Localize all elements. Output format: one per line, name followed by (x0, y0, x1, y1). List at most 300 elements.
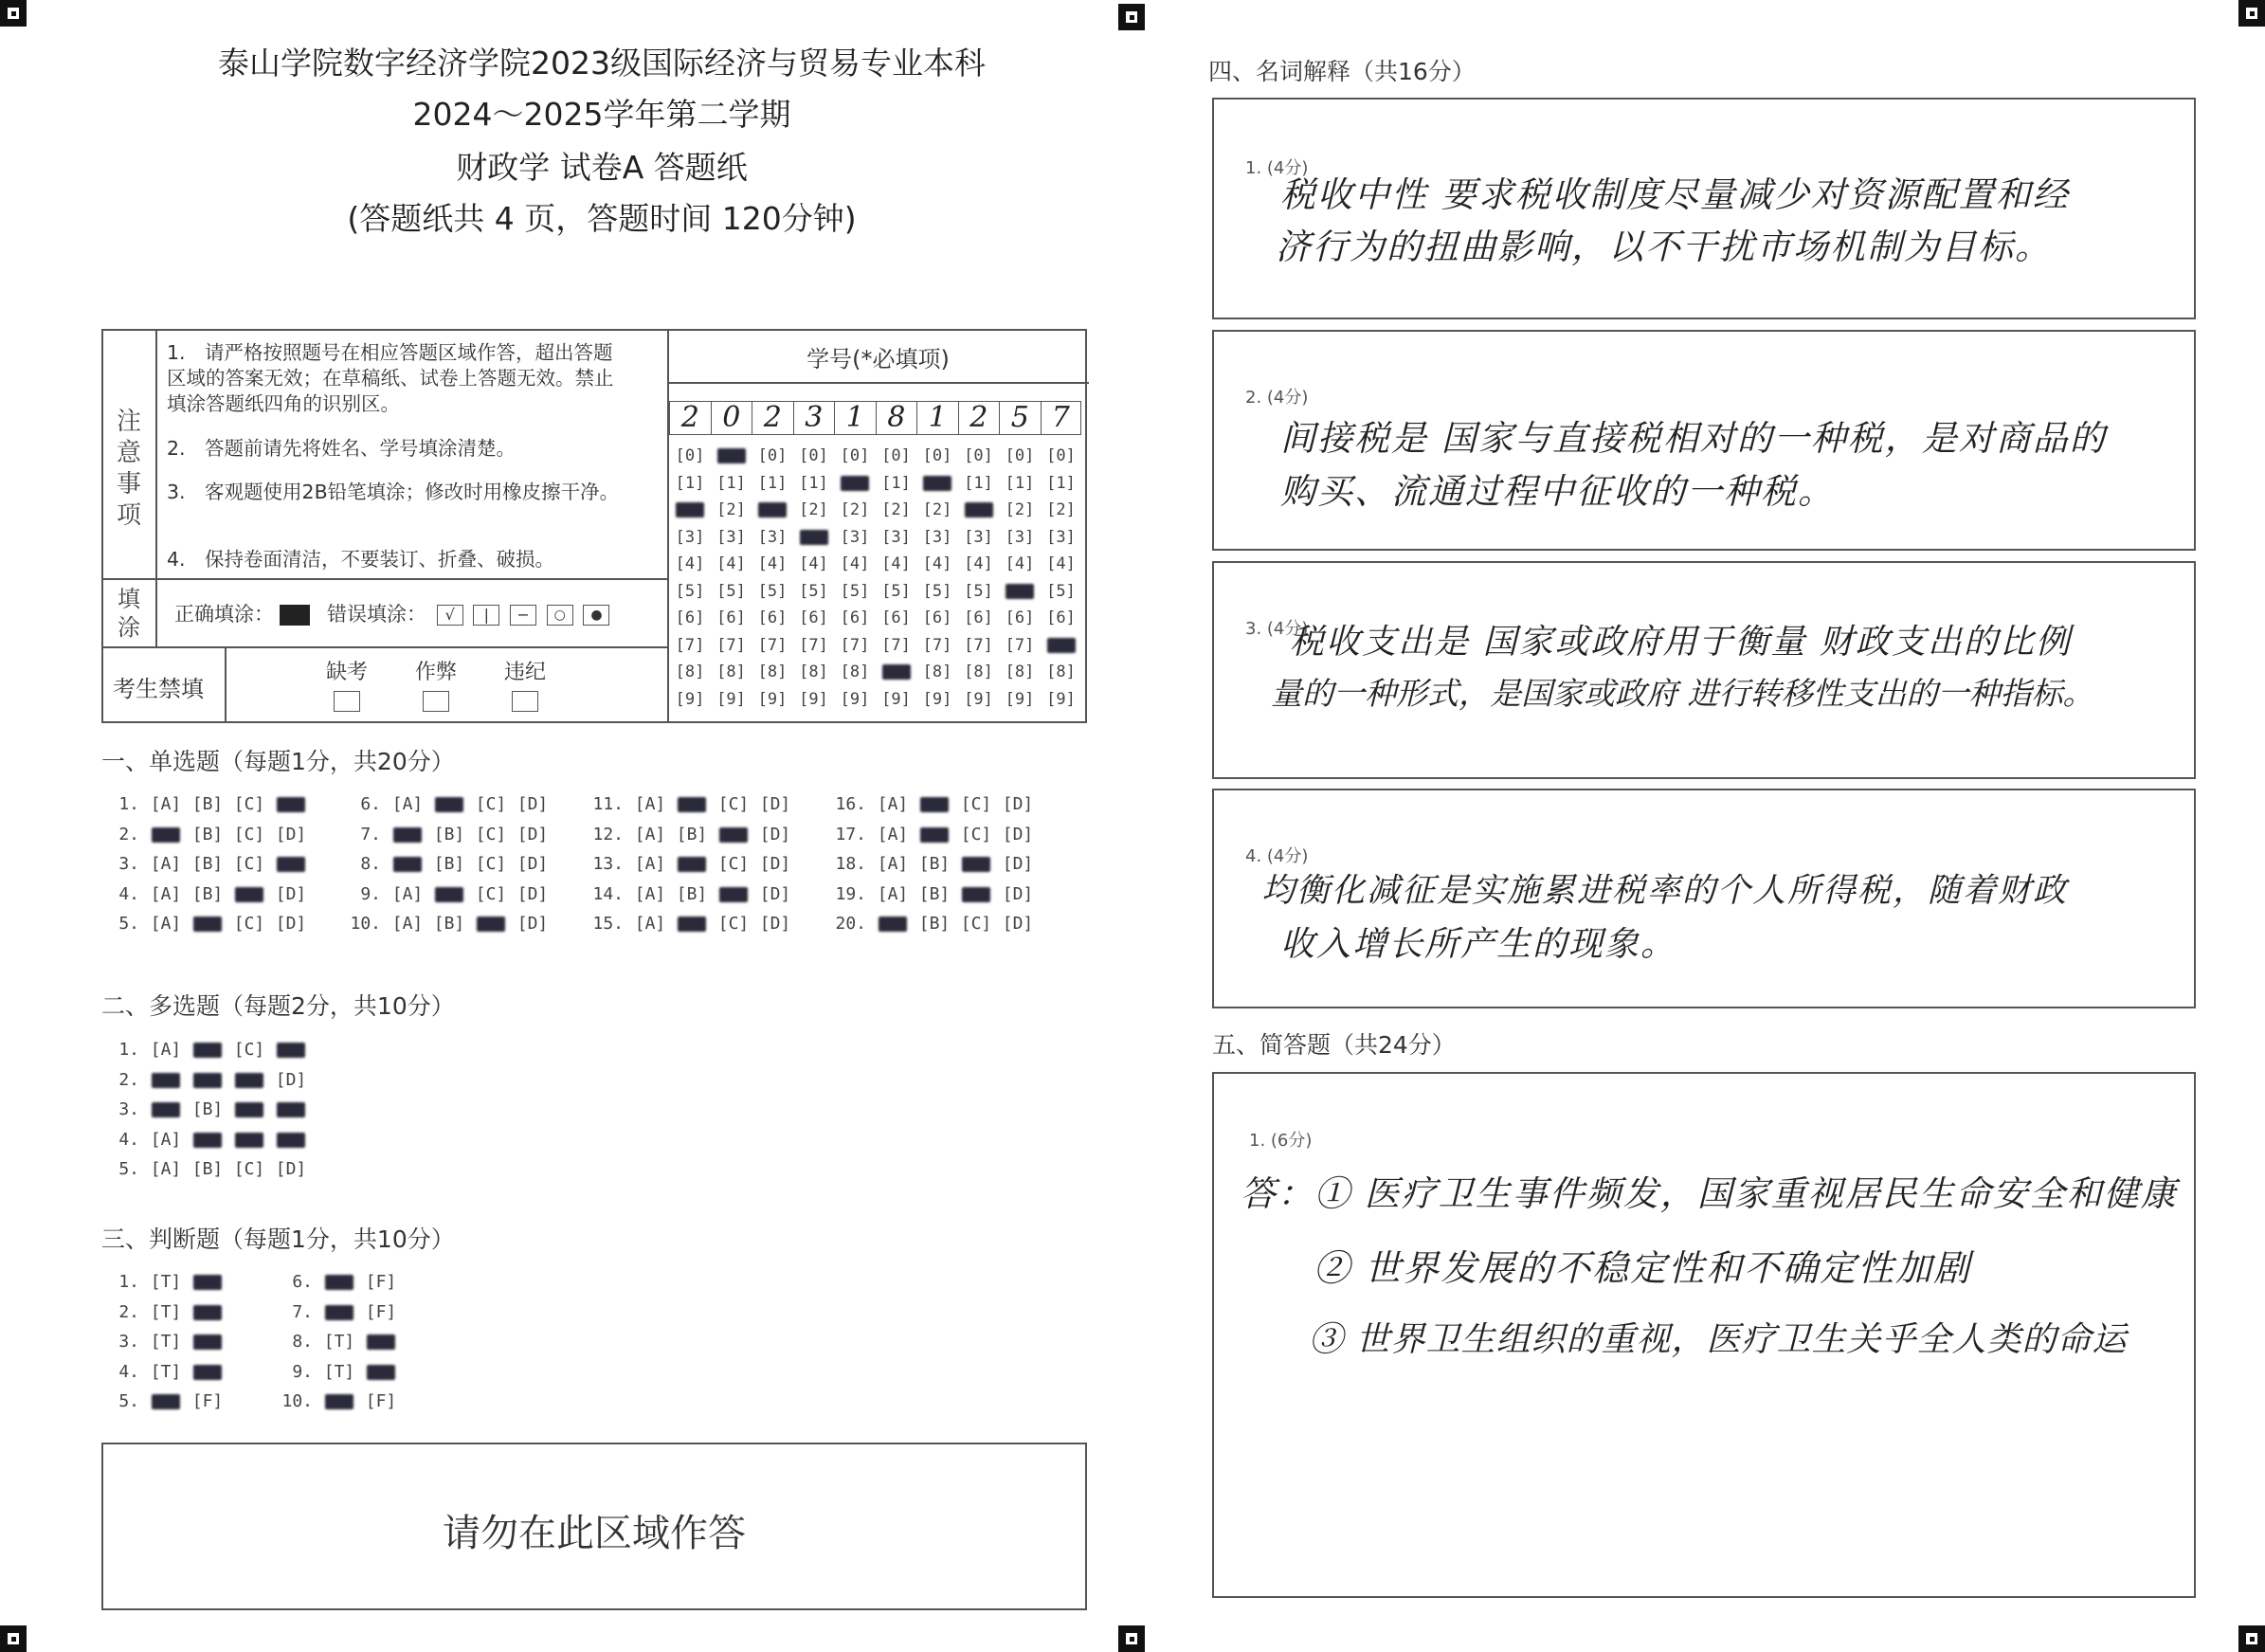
single-choice-number: 17. (835, 824, 866, 844)
student-id-bubble[interactable]: [0] (1046, 446, 1076, 465)
student-id-bubble[interactable]: [1] (675, 473, 705, 493)
filled-bubble-mark (325, 1394, 353, 1409)
multi-choice-option[interactable]: [D] (275, 1069, 307, 1090)
single-choice-option[interactable]: [A] (877, 794, 909, 814)
multi-choice-number: 1. (118, 1040, 139, 1060)
judge-option[interactable] (190, 1298, 225, 1328)
student-id-bubble[interactable]: [2] (881, 500, 911, 519)
single-choice-option[interactable]: [A] (634, 914, 666, 934)
student-id-bubble[interactable]: [3] (716, 527, 746, 547)
single-choice-option[interactable]: [A] (877, 824, 909, 844)
student-id-bubble[interactable]: [4] (964, 554, 993, 573)
student-id-bubble[interactable]: [6] (922, 608, 952, 627)
single-choice-option[interactable]: [C] (475, 854, 507, 874)
student-id-bubble[interactable]: [7] (964, 635, 993, 655)
wrong-mark-check: √ (437, 605, 463, 626)
single-choice-option[interactable]: [D] (516, 914, 549, 934)
judge-option[interactable]: [T] (323, 1332, 355, 1352)
judge-option[interactable] (364, 1327, 398, 1357)
single-choice-option[interactable] (959, 880, 993, 910)
student-id-bubble[interactable]: [9] (1005, 689, 1035, 709)
no-answer-text: 请勿在此区域作答 (443, 1512, 746, 1555)
student-id-bubble[interactable]: [3] (840, 527, 870, 547)
judge-option[interactable]: [F] (365, 1391, 397, 1411)
student-id-bubble[interactable]: [2] (922, 500, 952, 519)
single-choice-option[interactable]: [C] (717, 854, 750, 874)
student-id-bubble[interactable]: [6] (1046, 608, 1076, 627)
multi-choice-number: 2. (118, 1069, 139, 1090)
short-1-line-1: 答：① 医疗卫生事件频发，国家重视居民生命安全和健康 (1241, 1173, 2178, 1214)
exam-title-line2: 2024～2025学年第二学期 (412, 96, 791, 133)
student-id-bubble[interactable]: [7] (1005, 635, 1035, 655)
judge-number: 1. (118, 1272, 139, 1292)
filled-bubble-mark (920, 797, 949, 812)
filled-bubble-mark (477, 917, 505, 932)
student-id-bubble[interactable]: [8] (964, 663, 993, 681)
student-id-bubble[interactable]: [3] (1005, 527, 1035, 547)
single-choice-option[interactable]: [C] (233, 824, 265, 844)
single-choice-option[interactable]: [B] (918, 883, 951, 904)
student-id-digit[interactable]: 2 (958, 401, 1000, 435)
filled-bubble-mark (193, 1133, 222, 1148)
judge-row (275, 1267, 406, 1298)
judge-number: 2. (118, 1301, 139, 1322)
forbid-violation: 违纪 (492, 656, 558, 712)
filled-bubble-mark (678, 797, 706, 812)
student-id-bubble[interactable] (752, 497, 793, 524)
single-choice-option[interactable]: [D] (759, 914, 791, 934)
student-id-bubble[interactable]: [4] (675, 554, 705, 573)
single-choice-option[interactable]: [B] (191, 794, 224, 814)
single-choice-option[interactable]: [C] (475, 883, 507, 904)
filled-bubble-mark (277, 1043, 305, 1058)
student-id-bubble[interactable]: [1] (757, 473, 788, 493)
filled-bubble-mark (193, 1275, 222, 1290)
student-id-bubble[interactable]: [1] (964, 473, 993, 493)
single-choice-option[interactable] (716, 820, 751, 850)
student-id-bubble[interactable]: [4] (922, 554, 952, 573)
single-choice-option[interactable]: [B] (918, 914, 951, 934)
single-choice-number: 10. (350, 914, 381, 934)
single-choice-row (101, 880, 316, 910)
single-choice-option[interactable]: [D] (275, 914, 307, 934)
student-id-bubble[interactable]: [5] (675, 581, 705, 601)
single-choice-option[interactable] (232, 880, 266, 910)
student-id-digit[interactable]: 2 (669, 401, 711, 435)
single-choice-option[interactable]: [D] (1002, 794, 1034, 814)
student-id-bubble[interactable]: [6] (716, 608, 746, 627)
single-choice-option[interactable] (917, 790, 951, 820)
single-choice-option[interactable]: [B] (191, 824, 224, 844)
student-id-bubble[interactable] (916, 470, 958, 498)
single-choice-option[interactable]: [D] (275, 883, 307, 904)
single-choice-option[interactable]: [D] (759, 824, 791, 844)
term-4-line-1: 均衡化减征是实施累进税率的个人所得税，随着财政 (1261, 872, 2069, 910)
single-choice-row (101, 849, 316, 880)
wrong-mark-dot: ● (583, 605, 609, 626)
student-id-bubble[interactable]: [2] (840, 500, 870, 519)
student-id-bubble[interactable]: [5] (799, 581, 828, 601)
student-id-bubble[interactable]: [9] (840, 689, 870, 709)
judge-number: 5. (118, 1391, 139, 1411)
student-id-bubble[interactable]: [0] (922, 446, 952, 465)
judge-option[interactable]: [F] (365, 1301, 397, 1322)
single-choice-option[interactable] (432, 880, 466, 910)
student-id-bubble[interactable]: [3] (757, 527, 788, 547)
student-id-bubble[interactable]: [1] (1046, 473, 1076, 493)
student-id-bubble-column (958, 443, 1000, 713)
single-choice-option[interactable]: [B] (191, 854, 224, 874)
single-choice-number: 16. (835, 794, 866, 814)
student-id-bubble[interactable]: [3] (964, 527, 993, 547)
student-id-bubble[interactable]: [8] (716, 663, 746, 681)
single-choice-option[interactable]: [A] (391, 883, 424, 904)
student-id-bubble[interactable]: [7] (922, 635, 952, 655)
judge-option[interactable] (190, 1327, 225, 1357)
single-choice-option[interactable]: [A] (634, 824, 666, 844)
single-choice-number: 2. (118, 824, 139, 844)
single-choice-option[interactable]: [A] (634, 883, 666, 904)
single-choice-option[interactable]: [C] (475, 824, 507, 844)
single-choice-option[interactable] (274, 790, 308, 820)
single-choice-option[interactable]: [A] (877, 883, 909, 904)
filled-bubble-mark (193, 1043, 222, 1058)
student-id-bubble[interactable]: [5] (716, 581, 746, 601)
single-choice-option[interactable] (716, 880, 751, 910)
student-id-bubble[interactable]: [3] (881, 527, 911, 547)
student-id-bubble[interactable]: [7] (799, 635, 828, 655)
single-choice-option[interactable]: [D] (516, 854, 549, 874)
multi-choice-option[interactable]: [A] (150, 1129, 182, 1150)
student-id-bubble[interactable]: [6] (881, 608, 911, 627)
term-answer-box-4[interactable] (1212, 789, 2196, 1008)
single-choice-option[interactable] (675, 909, 709, 939)
notice-label: 注意事项 (116, 408, 141, 530)
filled-bubble-mark (435, 797, 463, 812)
single-choice-number: 6. (360, 794, 381, 814)
student-id-bubble[interactable]: [2] (716, 500, 746, 519)
notice-item-4: 4. 保持卷面清洁，不要装订、折叠、破损。 (167, 548, 555, 571)
student-id-bubble[interactable]: [3] (675, 527, 705, 547)
student-id-bubble[interactable]: [5] (1046, 581, 1076, 601)
student-id-bubble[interactable]: [9] (964, 689, 993, 709)
judge-option[interactable] (364, 1357, 398, 1388)
student-id-bubble[interactable]: [0] (840, 446, 870, 465)
student-id-bubble[interactable]: [0] (881, 446, 911, 465)
filled-bubble-mark (923, 476, 951, 491)
single-choice-option[interactable]: [D] (759, 794, 791, 814)
student-id-digit[interactable]: 5 (999, 401, 1041, 435)
multi-choice-option[interactable]: [D] (275, 1159, 307, 1179)
student-id-bubble[interactable]: [8] (1046, 663, 1076, 681)
student-id-bubble[interactable]: [4] (1046, 554, 1076, 573)
single-choice-option[interactable]: [B] (433, 914, 465, 934)
student-id-bubble[interactable]: [7] (840, 635, 870, 655)
single-choice-option[interactable]: [C] (233, 854, 265, 874)
single-choice-option[interactable] (917, 820, 951, 850)
judge-row (101, 1387, 232, 1417)
student-id-bubble[interactable]: [3] (922, 527, 952, 547)
term-4-label: 4. (4分) (1245, 846, 1309, 866)
single-choice-option[interactable] (390, 820, 425, 850)
single-choice-option[interactable] (190, 909, 225, 939)
multi-choice-option[interactable]: [B] (191, 1159, 224, 1179)
student-id-bubble[interactable]: [0] (964, 446, 993, 465)
correct-fill-label: 正确填涂： (174, 603, 274, 626)
student-id-bubble[interactable]: [1] (1005, 473, 1035, 493)
student-id-bubble[interactable]: [7] (757, 635, 788, 655)
forbid-absent-checkbox[interactable] (334, 691, 360, 712)
judge-option[interactable]: [F] (365, 1272, 397, 1292)
single-choice-option[interactable]: [D] (516, 883, 549, 904)
judge-option[interactable] (190, 1267, 225, 1298)
student-id-bubble[interactable]: [8] (1005, 663, 1035, 681)
multi-choice-option[interactable] (232, 1095, 266, 1125)
student-id-bubble[interactable] (834, 470, 876, 498)
student-id-bubble[interactable]: [2] (1005, 500, 1035, 519)
student-id-bubble[interactable] (876, 659, 917, 686)
single-choice-option[interactable]: [D] (275, 824, 307, 844)
single-choice-option[interactable]: [B] (676, 883, 708, 904)
single-choice-option[interactable]: [A] (634, 854, 666, 874)
student-id-bubble[interactable]: [1] (799, 473, 828, 493)
forbid-violation-checkbox[interactable] (512, 691, 538, 712)
student-id-bubble[interactable]: [4] (757, 554, 788, 573)
student-id-bubble[interactable]: [7] (716, 635, 746, 655)
student-id-bubble[interactable]: [9] (1046, 689, 1076, 709)
single-choice-option[interactable] (474, 909, 508, 939)
student-id-bubble[interactable]: [9] (922, 689, 952, 709)
student-id-bubble[interactable]: [6] (757, 608, 788, 627)
single-choice-option[interactable]: [D] (1002, 914, 1034, 934)
multi-choice-option[interactable] (149, 1065, 183, 1096)
multi-choice-option[interactable] (232, 1065, 266, 1096)
filled-bubble-mark (235, 1102, 263, 1117)
single-choice-option[interactable]: [A] (150, 854, 182, 874)
student-id-bubble[interactable]: [1] (716, 473, 746, 493)
student-id-bubble-column (916, 443, 958, 713)
single-choice-option[interactable]: [A] (391, 914, 424, 934)
single-choice-option[interactable]: [B] (191, 883, 224, 904)
student-id-digit[interactable]: 8 (876, 401, 917, 435)
student-id-bubble[interactable]: [7] (675, 635, 705, 655)
single-choice-option[interactable]: [B] (676, 824, 708, 844)
filled-bubble-mark (962, 857, 990, 872)
single-choice-option[interactable]: [A] (150, 883, 182, 904)
single-choice-option[interactable]: [D] (759, 883, 791, 904)
short-answer-box-1[interactable] (1212, 1072, 2196, 1598)
multi-choice-option[interactable]: [A] (150, 1040, 182, 1060)
student-id-bubble-column (999, 443, 1041, 713)
single-choice-option[interactable]: [C] (233, 914, 265, 934)
multi-choice-option[interactable]: [A] (150, 1159, 182, 1179)
multi-choice-option[interactable] (274, 1095, 308, 1125)
student-id-bubble[interactable]: [9] (675, 689, 705, 709)
multi-choice-option[interactable] (190, 1125, 225, 1155)
judge-option[interactable] (322, 1387, 356, 1417)
single-choice-option[interactable]: [A] (150, 794, 182, 814)
single-choice-option[interactable]: [C] (960, 794, 992, 814)
term-2-label: 2. (4分) (1245, 388, 1309, 408)
student-id-bubble[interactable]: [3] (1046, 527, 1076, 547)
term-answer-box-1[interactable] (1212, 98, 2196, 319)
student-id-bubble[interactable]: [5] (840, 581, 870, 601)
single-choice-option[interactable] (432, 790, 466, 820)
single-choice-option[interactable]: [C] (960, 914, 992, 934)
single-choice-option[interactable]: [D] (759, 854, 791, 874)
single-choice-option[interactable]: [B] (918, 854, 951, 874)
student-id-bubble[interactable]: [9] (881, 689, 911, 709)
student-id-bubble[interactable]: [5] (922, 581, 952, 601)
single-choice-option[interactable]: [D] (516, 824, 549, 844)
judge-option[interactable]: [T] (150, 1332, 182, 1352)
student-id-digit[interactable]: 3 (793, 401, 835, 435)
single-choice-option[interactable]: [B] (433, 854, 465, 874)
single-choice-row (101, 909, 316, 939)
student-id-bubble[interactable] (711, 443, 752, 470)
single-choice-number: 13. (592, 854, 624, 874)
single-choice-option[interactable]: [C] (475, 794, 507, 814)
student-id-bubble[interactable]: [8] (922, 663, 952, 681)
multi-choice-option[interactable]: [C] (233, 1159, 265, 1179)
single-choice-row (343, 849, 557, 880)
student-id-bubble[interactable]: [9] (799, 689, 828, 709)
multi-choice-option[interactable]: [B] (191, 1099, 224, 1119)
single-choice-row (586, 909, 800, 939)
student-id-bubble[interactable]: [9] (716, 689, 746, 709)
multi-choice-option[interactable] (232, 1125, 266, 1155)
notice-item-1: 1. 请严格按照题号在相应答题区域作答，超出答题区域的答案无效；在草稿纸、试卷上答题无效。禁止填涂答题纸四角的识别区。 (167, 341, 614, 415)
student-id-bubble[interactable]: [0] (799, 446, 828, 465)
student-id-bubble[interactable]: [6] (964, 608, 993, 627)
student-id-bubble[interactable]: [2] (799, 500, 828, 519)
student-id-bubble[interactable]: [1] (881, 473, 911, 493)
student-id-digit[interactable]: 1 (834, 401, 876, 435)
student-id-bubble[interactable]: [4] (1005, 554, 1035, 573)
student-id-bubble[interactable]: [8] (799, 663, 828, 681)
filled-bubble-mark (435, 887, 463, 902)
judge-option[interactable]: [T] (150, 1272, 182, 1292)
fill-label: 填涂 (118, 586, 140, 641)
multi-choice-option[interactable] (190, 1035, 225, 1065)
single-choice-option[interactable]: [A] (634, 794, 666, 814)
single-choice-option[interactable] (675, 790, 709, 820)
student-id-bubble[interactable]: [4] (881, 554, 911, 573)
student-id-bubble[interactable] (1041, 632, 1082, 660)
single-choice-option[interactable]: [C] (233, 794, 265, 814)
single-choice-option[interactable]: [A] (391, 794, 424, 814)
student-id-bubble[interactable]: [5] (964, 581, 993, 601)
multi-choice-option[interactable] (274, 1125, 308, 1155)
term-answer-box-2[interactable] (1212, 330, 2196, 551)
multi-choice-option[interactable]: [C] (233, 1040, 265, 1060)
judge-option[interactable] (322, 1298, 356, 1328)
single-choice-option[interactable]: [A] (150, 914, 182, 934)
student-id-bubble[interactable] (999, 578, 1041, 606)
single-choice-option[interactable] (876, 909, 910, 939)
student-id-bubble[interactable]: [4] (799, 554, 828, 573)
student-id-bubble[interactable]: [9] (757, 689, 788, 709)
single-choice-option[interactable]: [B] (433, 824, 465, 844)
student-id-bubble[interactable]: [6] (675, 608, 705, 627)
student-id-bubble[interactable]: [6] (1005, 608, 1035, 627)
single-choice-option[interactable] (675, 849, 709, 880)
multi-choice-option[interactable] (274, 1035, 308, 1065)
student-id-bubble[interactable]: [5] (881, 581, 911, 601)
student-id-bubble[interactable]: [8] (675, 663, 705, 681)
single-choice-option[interactable]: [D] (1002, 824, 1034, 844)
section-multi-title: 二、多选题（每题2分，共10分） (101, 992, 455, 1020)
student-id-digit[interactable]: 0 (711, 401, 752, 435)
single-choice-option[interactable]: [D] (516, 794, 549, 814)
student-id-bubble[interactable]: [0] (675, 446, 705, 465)
single-choice-option[interactable]: [C] (717, 794, 750, 814)
corner-marker-top-right (2238, 0, 2265, 27)
multi-choice-option[interactable] (149, 1095, 183, 1125)
multi-choice-row (101, 1065, 316, 1096)
filled-bubble-mark (325, 1275, 353, 1290)
student-id-bubble[interactable]: [8] (840, 663, 870, 681)
student-id-bubble[interactable]: [4] (716, 554, 746, 573)
student-id-bubble[interactable]: [2] (1046, 500, 1076, 519)
single-choice-option[interactable]: [D] (1002, 883, 1034, 904)
student-id-bubble[interactable] (793, 524, 835, 552)
student-id-digit[interactable]: 7 (1041, 401, 1082, 435)
filled-bubble-mark (1047, 638, 1076, 653)
judge-option[interactable] (322, 1267, 356, 1298)
student-id-bubble[interactable]: [4] (840, 554, 870, 573)
student-id-digit[interactable]: 2 (752, 401, 793, 435)
single-choice-option[interactable]: [D] (1002, 854, 1034, 874)
single-choice-option[interactable] (149, 820, 183, 850)
forbid-cheat-checkbox[interactable] (423, 691, 449, 712)
filled-bubble-mark (277, 857, 305, 872)
judge-option[interactable] (149, 1387, 183, 1417)
judge-row (275, 1327, 406, 1357)
filled-bubble-mark (678, 857, 706, 872)
judge-option[interactable]: [T] (150, 1361, 182, 1382)
single-choice-row (101, 820, 316, 850)
single-choice-number: 11. (592, 794, 624, 814)
single-choice-option[interactable]: [A] (877, 854, 909, 874)
single-choice-row (343, 909, 557, 939)
student-id-bubble[interactable] (958, 497, 1000, 524)
single-choice-option[interactable]: [C] (717, 914, 750, 934)
single-choice-option[interactable] (274, 849, 308, 880)
filled-bubble-mark (393, 857, 422, 872)
single-choice-option[interactable]: [C] (960, 824, 992, 844)
judge-option[interactable]: [T] (323, 1361, 355, 1382)
student-id-digit[interactable]: 1 (916, 401, 958, 435)
student-id-bubble[interactable] (669, 497, 711, 524)
single-choice-option[interactable] (959, 849, 993, 880)
judge-option[interactable] (190, 1357, 225, 1388)
multi-choice-option[interactable] (190, 1065, 225, 1096)
single-choice-row (828, 880, 1042, 910)
student-id-bubble[interactable]: [0] (1005, 446, 1035, 465)
term-answer-box-3[interactable] (1212, 561, 2196, 779)
student-id-bubble[interactable]: [0] (757, 446, 788, 465)
student-id-bubble[interactable]: [7] (881, 635, 911, 655)
judge-option[interactable]: [T] (150, 1301, 182, 1322)
student-id-bubble[interactable]: [8] (757, 663, 788, 681)
single-choice-option[interactable] (390, 849, 425, 880)
judge-option[interactable]: [F] (191, 1391, 224, 1411)
single-choice-row (828, 849, 1042, 880)
student-id-bubble[interactable]: [6] (840, 608, 870, 627)
student-id-bubble[interactable]: [6] (799, 608, 828, 627)
student-id-bubble[interactable]: [5] (757, 581, 788, 601)
